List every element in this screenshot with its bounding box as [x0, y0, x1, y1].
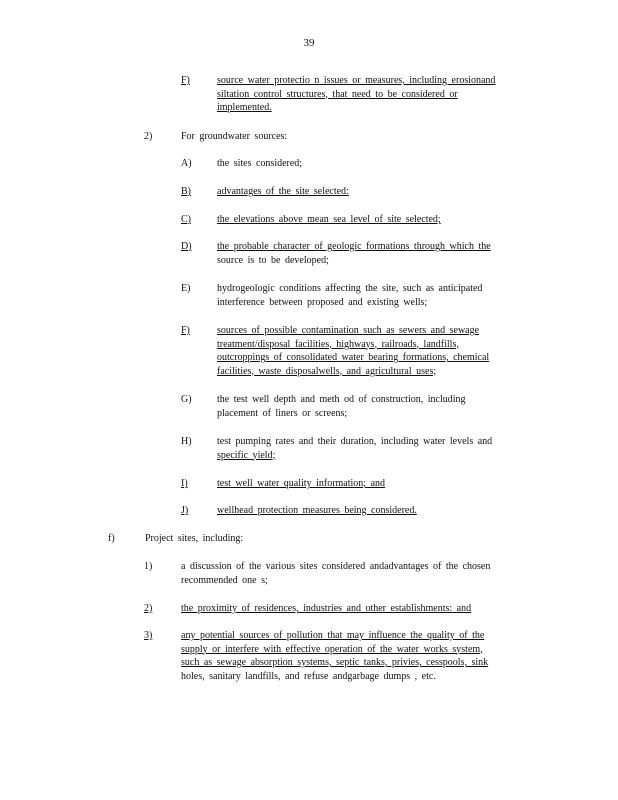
item-text: [217, 435, 492, 462]
item-text-line: advantages of the site selected:: [217, 186, 349, 197]
item-text-line: supply or interfere with effective operation of the water works system,: [181, 643, 483, 655]
item-text-line: source water protectio n issues or measures, including erosionand: [217, 75, 496, 86]
item-text-line: source is to be developed;: [217, 254, 329, 266]
item-text-line: hydrogeologic conditions affecting the site, such as anticipated: [217, 283, 483, 294]
item-text-line: Project sites, including:: [145, 533, 244, 544]
item-marker: A): [181, 158, 192, 169]
item-text-line: the test well depth and meth od of construction, including: [217, 394, 466, 405]
item-text-line: siltation control structures, that need to be considered or: [217, 88, 458, 100]
item-text-line: recommended one s;: [181, 574, 268, 586]
item-text: [217, 240, 491, 267]
item-text-line: the proximity of residences, industries and other establishments: and: [181, 603, 472, 614]
item-text-line: specific yield;: [217, 449, 276, 461]
item-marker: 2): [144, 603, 153, 614]
item-text-line: implemented.: [217, 102, 272, 113]
item-text-run: a discussion of the various sites considered andadvantages of the chosen: [181, 561, 491, 572]
item-marker: F): [181, 325, 190, 336]
item-text-line: the sites considered;: [217, 158, 303, 169]
item-text: [217, 282, 482, 309]
item-text: [217, 393, 466, 420]
item-marker: E): [181, 283, 191, 294]
item-text: [217, 185, 349, 199]
item-text-line: placement of liners or screens;: [217, 407, 348, 419]
item-text-line: wellhead protection measures being considered.: [217, 505, 417, 516]
item-marker: F): [181, 75, 190, 86]
item-text-line: the probable character of geologic formations through which the: [217, 241, 491, 252]
item-text: [181, 130, 287, 144]
item-text: [181, 629, 488, 683]
item-text: [181, 602, 471, 616]
item-marker: C): [181, 214, 191, 225]
item-text-line: any potential sources of pollution that may influence the quality of the: [181, 630, 485, 641]
item-text-line: the elevations above mean sea level of site selected;: [217, 214, 441, 225]
item-text-line: interference between proposed and existing wells;: [217, 296, 428, 308]
item-text: [145, 532, 243, 546]
item-marker: f): [108, 533, 115, 544]
item-text-line: treatment/disposal facilities, highways, railroads, landfills,: [217, 338, 459, 350]
item-marker: I): [181, 478, 188, 489]
item-text-line: such as sewage absorption systems, septic tanks, privies, cesspools, sink: [181, 657, 489, 668]
item-marker: D): [181, 241, 192, 252]
item-text: [217, 213, 441, 227]
item-text-line: sources of possible contamination such as sewers and sewage: [217, 325, 480, 336]
item-text: [217, 324, 489, 378]
item-text-line: holes, sanitary landfills, and refuse andgarbage dumps , etc.: [181, 670, 436, 682]
item-text-line: [181, 560, 490, 574]
item-text: [217, 74, 495, 115]
item-text: [217, 157, 302, 171]
item-text: [217, 477, 385, 491]
item-text-line: For groundwater sources:: [181, 131, 288, 142]
item-text-line: test pumping rates and their duration, including water levels and: [217, 436, 493, 447]
item-text-line: test well water quality information; and: [217, 478, 386, 489]
item-marker: 2): [144, 131, 153, 142]
item-marker: G): [181, 394, 192, 405]
item-text: [181, 560, 490, 587]
item-text: [217, 504, 417, 518]
page-number: 39: [303, 37, 315, 49]
item-marker: H): [181, 436, 192, 447]
item-marker: 1): [144, 561, 153, 572]
item-marker: B): [181, 186, 191, 197]
item-text-line: facilities, waste disposalwells, and agricultural uses;: [217, 365, 437, 377]
item-marker: J): [181, 505, 189, 516]
item-text-line: outcroppings of consolidated water bearing formations, chemical: [217, 352, 490, 363]
item-marker: 3): [144, 630, 153, 641]
